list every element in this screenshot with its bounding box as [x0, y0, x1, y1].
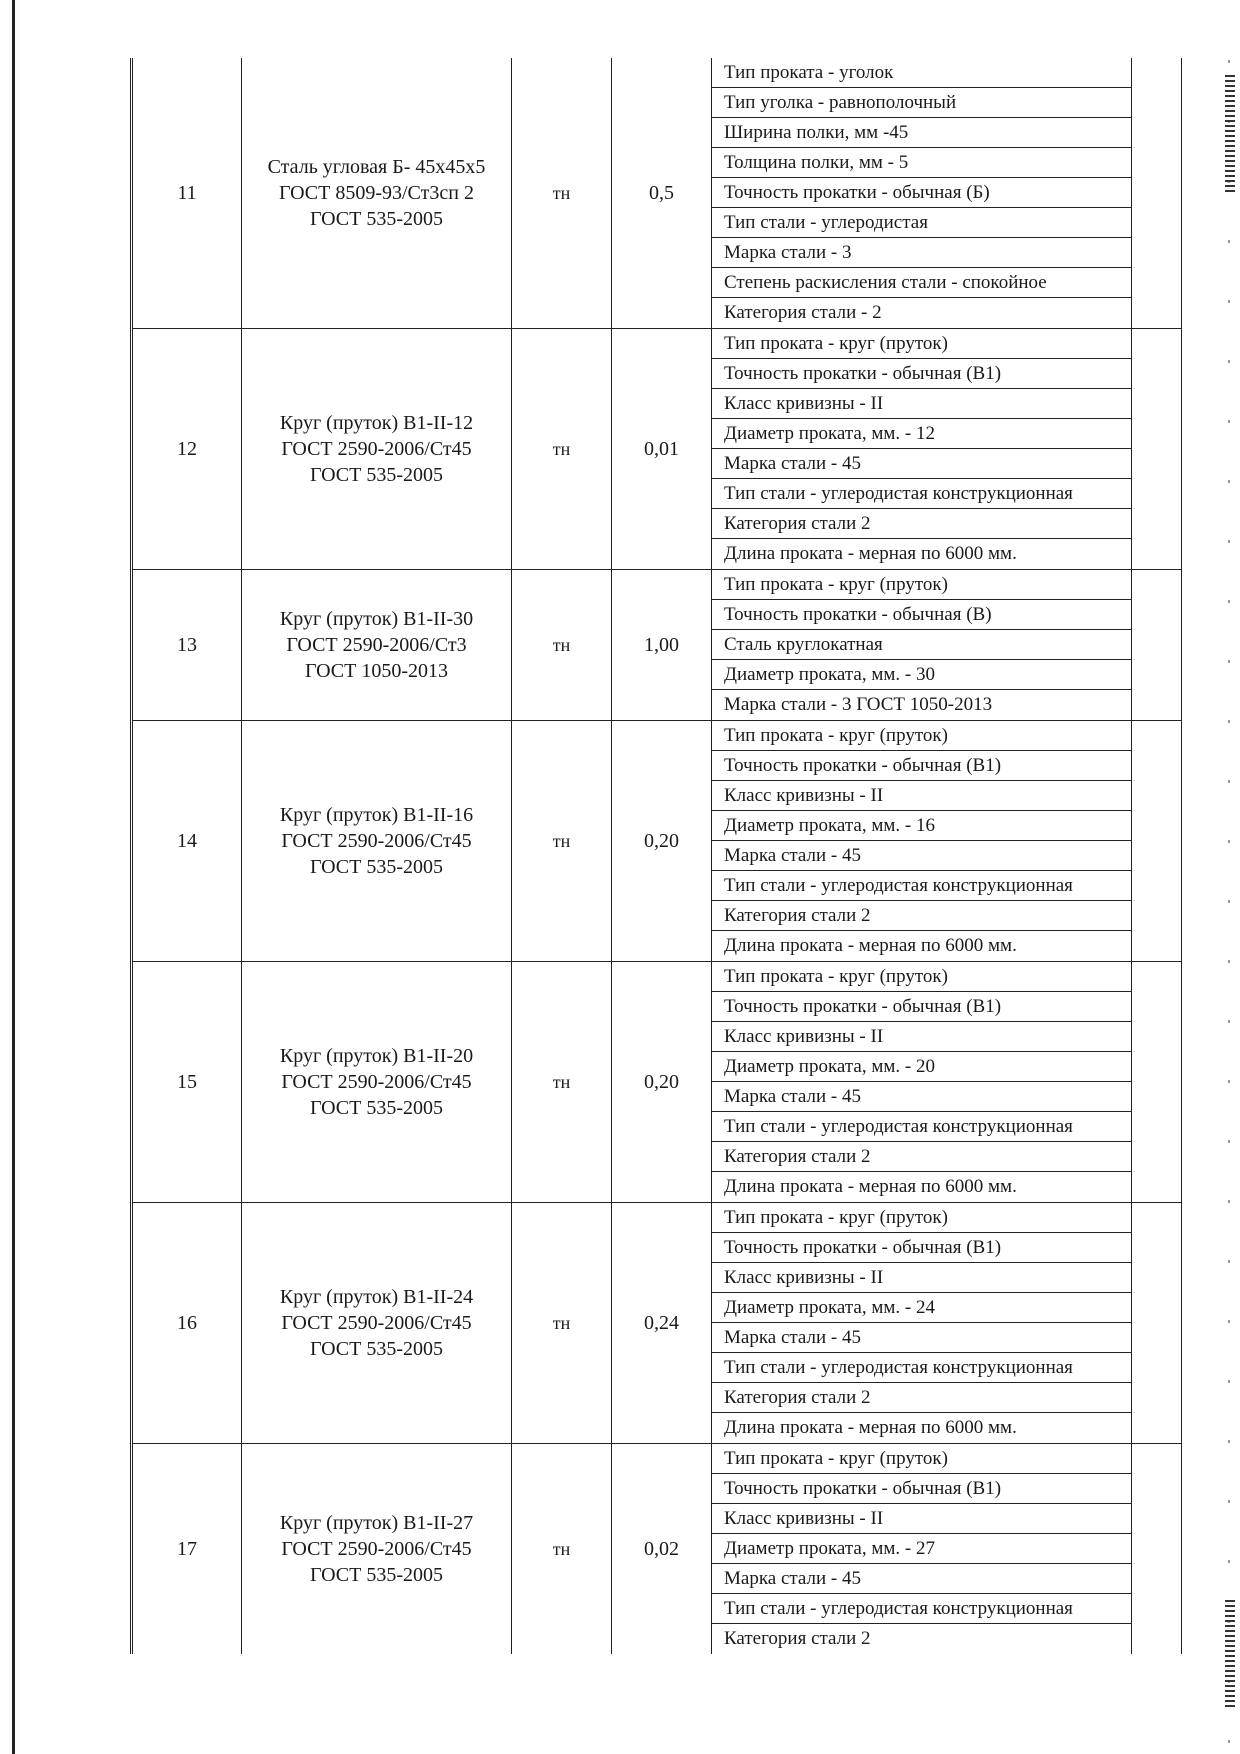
empty-column-cell — [1132, 570, 1182, 721]
item-characteristics — [712, 1203, 1132, 1444]
item-name-line: Круг (пруток) В1-II-16 — [279, 804, 474, 826]
item-name — [242, 58, 512, 329]
item-name-line: ГОСТ 2590-2006/Ст45 — [281, 438, 472, 460]
characteristic-item: Марка стали - 45 — [712, 1323, 1131, 1353]
item-characteristics — [712, 58, 1132, 329]
item-name — [242, 570, 512, 721]
characteristic-item: Диаметр проката, мм. - 16 — [712, 811, 1131, 841]
characteristic-item: Диаметр проката, мм. - 27 — [712, 1534, 1131, 1564]
characteristics-list — [712, 1444, 1131, 1654]
characteristic-item: Ширина полки, мм -45 — [712, 118, 1131, 148]
item-name-line: ГОСТ 535-2005 — [310, 464, 443, 486]
characteristic-item: Тип проката - круг (пруток) — [712, 962, 1131, 992]
item-unit: тн — [512, 570, 612, 721]
characteristic-item: Сталь круглокатная — [712, 630, 1131, 660]
characteristic-item: Тип проката - круг (пруток) — [712, 1444, 1131, 1474]
scan-noise-mark — [1225, 75, 1235, 195]
characteristic-item: Диаметр проката, мм. - 24 — [712, 1293, 1131, 1323]
item-characteristics — [712, 721, 1132, 962]
characteristic-item: Класс кривизны - II — [712, 1263, 1131, 1293]
item-name-line: ГОСТ 535-2005 — [310, 208, 443, 230]
characteristic-item: Категория стали 2 — [712, 1383, 1131, 1413]
empty-column-cell — [1132, 1203, 1182, 1444]
item-unit: тн — [512, 721, 612, 962]
characteristic-item: Длина проката - мерная по 6000 мм. — [724, 1417, 1017, 1438]
characteristic-item: Толщина полки, мм - 5 — [712, 148, 1131, 178]
characteristic-item: Точность прокатки - обычная (Б) — [712, 178, 1131, 208]
characteristic-item: Точность прокатки - обычная (В1) — [712, 1233, 1131, 1263]
characteristic-item: Точность прокатки - обычная (В1) — [712, 751, 1131, 781]
characteristic-item: Тип стали - углеродистая конструкционная — [712, 871, 1131, 901]
characteristic-item: Марка стали - 3 ГОСТ 1050-2013 — [724, 694, 993, 715]
characteristics-list — [712, 721, 1131, 961]
scan-right-edge — [1228, 60, 1230, 1750]
characteristic-item: Марка стали - 45 — [712, 841, 1131, 871]
item-characteristics — [712, 570, 1132, 721]
item-number: 17 — [132, 1444, 242, 1655]
characteristic-item: Точность прокатки - обычная (В1) — [712, 992, 1131, 1022]
item-name — [242, 721, 512, 962]
characteristic-item: Категория стали 2 — [712, 509, 1131, 539]
characteristic-item: Тип стали - углеродистая — [712, 208, 1131, 238]
item-name-line: Круг (пруток) В1-II-30 — [279, 608, 474, 630]
item-number: 14 — [132, 721, 242, 962]
item-unit: тн — [512, 329, 612, 570]
empty-column-cell — [1132, 721, 1182, 962]
item-unit: тн — [512, 1203, 612, 1444]
empty-column-cell — [1132, 962, 1182, 1203]
characteristic-item: Тип проката - круг (пруток) — [712, 570, 1131, 600]
item-number: 16 — [132, 1203, 242, 1444]
scan-left-edge — [12, 0, 15, 1754]
item-unit: тн — [512, 1444, 612, 1655]
item-name-line: ГОСТ 535-2005 — [310, 1564, 443, 1586]
characteristic-item: Класс кривизны - II — [712, 389, 1131, 419]
item-name-line: ГОСТ 2590-2006/Ст45 — [281, 1071, 472, 1093]
item-unit: тн — [512, 58, 612, 329]
table-row — [132, 329, 1182, 570]
item-number: 12 — [132, 329, 242, 570]
characteristic-item: Тип стали - углеродистая конструкционная — [712, 1112, 1131, 1142]
item-quantity: 1,00 — [612, 570, 712, 721]
item-quantity: 0,01 — [612, 329, 712, 570]
item-quantity: 0,02 — [612, 1444, 712, 1655]
scan-noise-mark — [1225, 1600, 1235, 1710]
characteristic-item: Тип проката - круг (пруток) — [712, 1203, 1131, 1233]
item-quantity: 0,20 — [612, 962, 712, 1203]
item-name-line: ГОСТ 2590-2006/Ст45 — [281, 830, 472, 852]
characteristic-item: Тип уголка - равнополочный — [712, 88, 1131, 118]
characteristic-item: Точность прокатки - обычная (В1) — [712, 359, 1131, 389]
table-row — [132, 962, 1182, 1203]
characteristic-item: Категория стали 2 — [712, 1142, 1131, 1172]
item-name — [242, 1444, 512, 1655]
item-number: 15 — [132, 962, 242, 1203]
item-name-line: Круг (пруток) В1-II-27 — [279, 1512, 474, 1534]
characteristic-item: Точность прокатки - обычная (В) — [712, 600, 1131, 630]
characteristics-list — [712, 1203, 1131, 1443]
characteristic-item: Степень раскисления стали - спокойное — [712, 268, 1131, 298]
table-row — [132, 1203, 1182, 1444]
characteristic-item: Класс кривизны - II — [712, 1022, 1131, 1052]
item-quantity: 0,24 — [612, 1203, 712, 1444]
specification-table — [130, 58, 1182, 1654]
characteristic-item: Категория стали 2 — [724, 1628, 871, 1649]
characteristic-item: Категория стали 2 — [712, 901, 1131, 931]
characteristic-item: Длина проката - мерная по 6000 мм. — [724, 935, 1017, 956]
item-characteristics — [712, 1444, 1132, 1655]
item-name-line: ГОСТ 535-2005 — [310, 1097, 443, 1119]
characteristic-item: Категория стали - 2 — [724, 302, 882, 323]
characteristic-item: Класс кривизны - II — [712, 1504, 1131, 1534]
table-row — [132, 721, 1182, 962]
characteristic-item: Диаметр проката, мм. - 12 — [712, 419, 1131, 449]
specification-table-body — [132, 58, 1182, 1654]
characteristic-item: Марка стали - 45 — [712, 449, 1131, 479]
item-name-line: ГОСТ 2590-2006/Ст3 — [286, 634, 467, 656]
characteristic-item: Тип проката - круг (пруток) — [712, 721, 1131, 751]
characteristic-item: Точность прокатки - обычная (В1) — [712, 1474, 1131, 1504]
item-name-line: ГОСТ 1050-2013 — [305, 660, 448, 682]
characteristic-item: Класс кривизны - II — [712, 781, 1131, 811]
item-number: 13 — [132, 570, 242, 721]
item-name-line: ГОСТ 2590-2006/Ст45 — [281, 1538, 472, 1560]
item-characteristics — [712, 962, 1132, 1203]
characteristic-item: Марка стали - 45 — [712, 1564, 1131, 1594]
characteristics-list — [712, 58, 1131, 328]
characteristic-item: Марка стали - 3 — [712, 238, 1131, 268]
item-name-line: ГОСТ 2590-2006/Ст45 — [281, 1312, 472, 1334]
item-number: 11 — [132, 58, 242, 329]
characteristic-item: Длина проката - мерная по 6000 мм. — [724, 543, 1017, 564]
item-characteristics — [712, 329, 1132, 570]
item-name-line: Круг (пруток) В1-II-24 — [279, 1286, 474, 1308]
characteristic-item: Тип стали - углеродистая конструкционная — [712, 479, 1131, 509]
item-name-line: ГОСТ 535-2005 — [310, 1338, 443, 1360]
characteristic-item: Тип проката - круг (пруток) — [712, 329, 1131, 359]
empty-column-cell — [1132, 58, 1182, 329]
table-row — [132, 58, 1182, 329]
characteristic-item: Диаметр проката, мм. - 20 — [712, 1052, 1131, 1082]
characteristics-list — [712, 570, 1131, 720]
item-unit: тн — [512, 962, 612, 1203]
item-quantity: 0,20 — [612, 721, 712, 962]
characteristic-item: Марка стали - 45 — [712, 1082, 1131, 1112]
characteristics-list — [712, 329, 1131, 569]
characteristic-item: Диаметр проката, мм. - 30 — [712, 660, 1131, 690]
table-row — [132, 1444, 1182, 1655]
item-name-line: ГОСТ 535-2005 — [310, 856, 443, 878]
item-name — [242, 329, 512, 570]
item-name-line: Круг (пруток) В1-II-20 — [279, 1045, 474, 1067]
item-name-line: Круг (пруток) В1-II-12 — [279, 412, 474, 434]
characteristic-item: Тип стали - углеродистая конструкционная — [712, 1594, 1131, 1624]
item-name-line: Сталь угловая Б- 45x45x5 — [267, 156, 486, 178]
characteristic-item: Тип проката - уголок — [712, 58, 1131, 88]
empty-column-cell — [1132, 329, 1182, 570]
item-quantity: 0,5 — [612, 58, 712, 329]
characteristics-list — [712, 962, 1131, 1202]
item-name-line: ГОСТ 8509-93/Ст3сп 2 — [279, 182, 474, 204]
characteristic-item: Длина проката - мерная по 6000 мм. — [724, 1176, 1017, 1197]
item-name — [242, 1203, 512, 1444]
item-name — [242, 962, 512, 1203]
table-row — [132, 570, 1182, 721]
characteristic-item: Тип стали - углеродистая конструкционная — [712, 1353, 1131, 1383]
empty-column-cell — [1132, 1444, 1182, 1655]
